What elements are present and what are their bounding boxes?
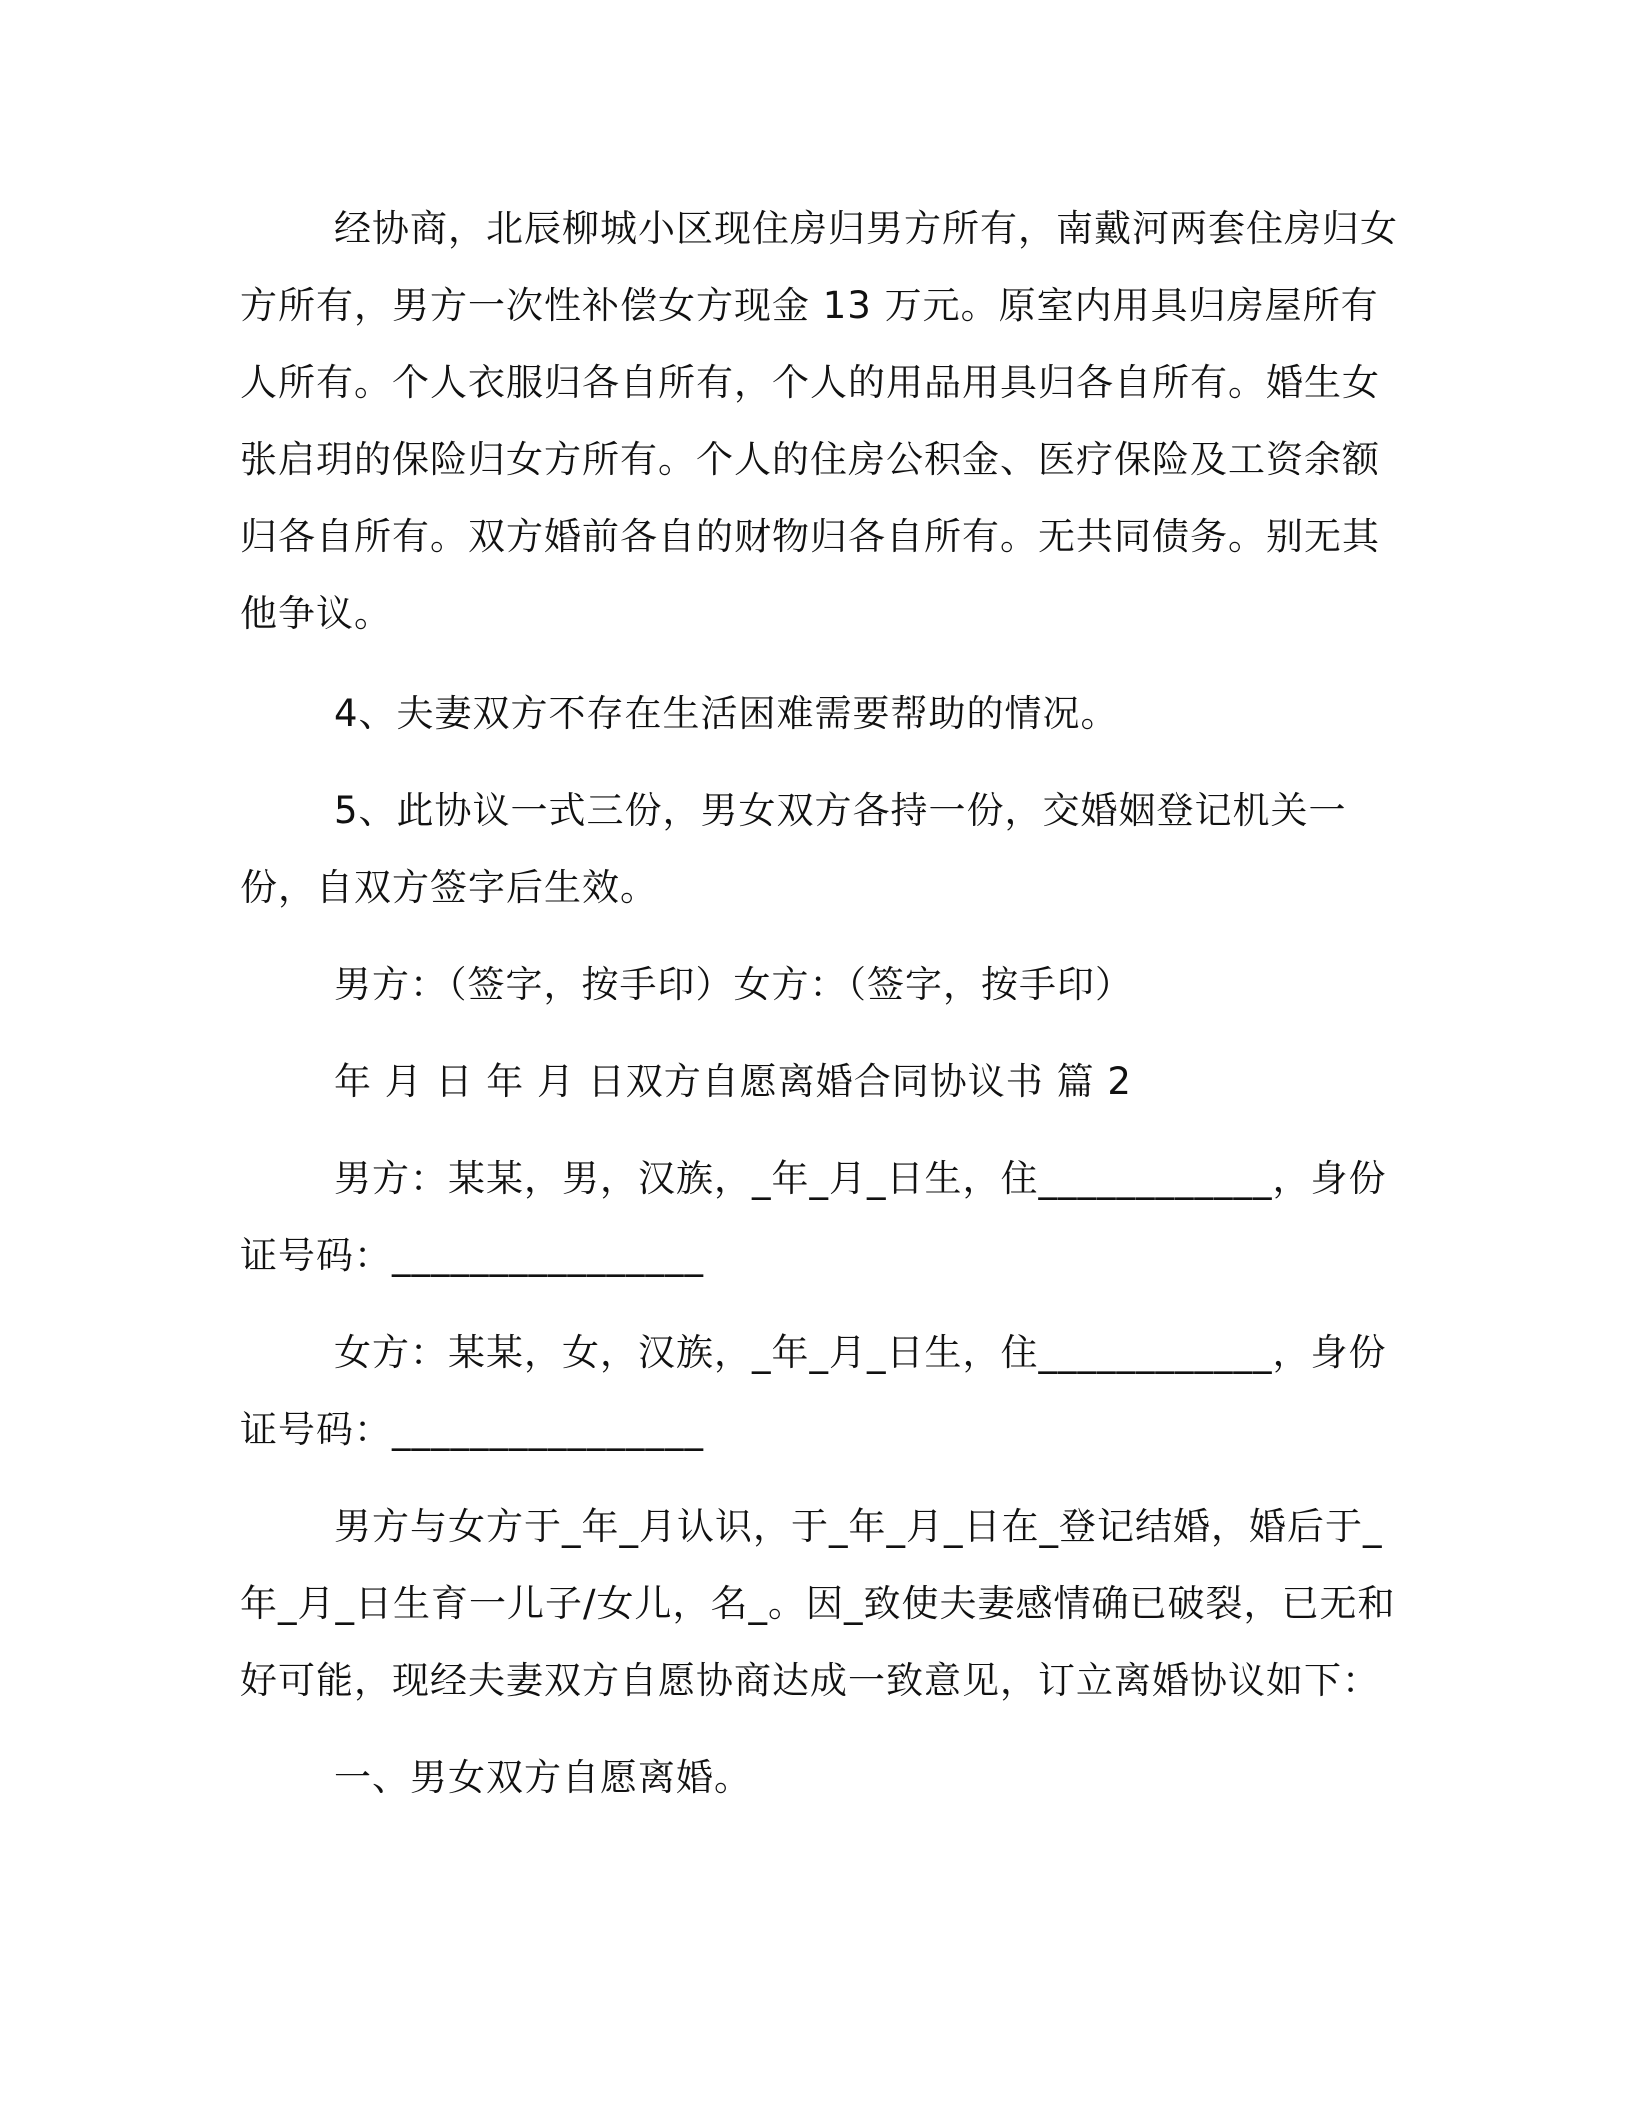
paragraph-item-1: 一、男女双方自愿离婚。	[334, 1756, 752, 1799]
paragraph-husband-info: 男方：某某，男，汉族，_年_月_日生，住____________，身份证号码：________________	[240, 1157, 1387, 1277]
paragraph-clause-4: 4、夫妻双方不存在生活困难需要帮助的情况。	[334, 692, 1119, 735]
paragraph-background: 男方与女方于_年_月认识，于_年_月_日在_登记结婚，婚后于_年_月_日生育一儿子/女儿，名_。因_致使夫妻感情确已破裂，已无和好可能，现经夫妻双方自愿协商达成一致意见，订立离婚协议如下：	[240, 1505, 1396, 1702]
paragraph-signatures: 男方：（签字，按手印）女方：（签字，按手印）	[334, 963, 1133, 1006]
paragraph-property-split: 经协商，北辰柳城小区现住房归男方所有，南戴河两套住房归女方所有，男方一次性补偿女方现金 13 万元。原室内用具归房屋所有人所有。个人衣服归各自所有，个人的用品用具归各自所有。婚生女张启玥的保险归女方所有。个人的住房公积金、医疗保险及工资余额归各自所有。双方婚前各自的财物归各自所有。无共同债务。别无其他争议。	[240, 207, 1398, 635]
paragraph-date-and-title: 年 月 日 年 月 日双方自愿离婚合同协议书 篇 2	[334, 1060, 1132, 1103]
paragraph-wife-info: 女方：某某，女，汉族，_年_月_日生，住____________，身份证号码：________________	[240, 1331, 1387, 1451]
paragraph-clause-5: 5、此协议一式三份，男女双方各持一份，交婚姻登记机关一份，自双方签字后生效。	[240, 789, 1347, 909]
document-body	[240, 190, 1400, 1816]
